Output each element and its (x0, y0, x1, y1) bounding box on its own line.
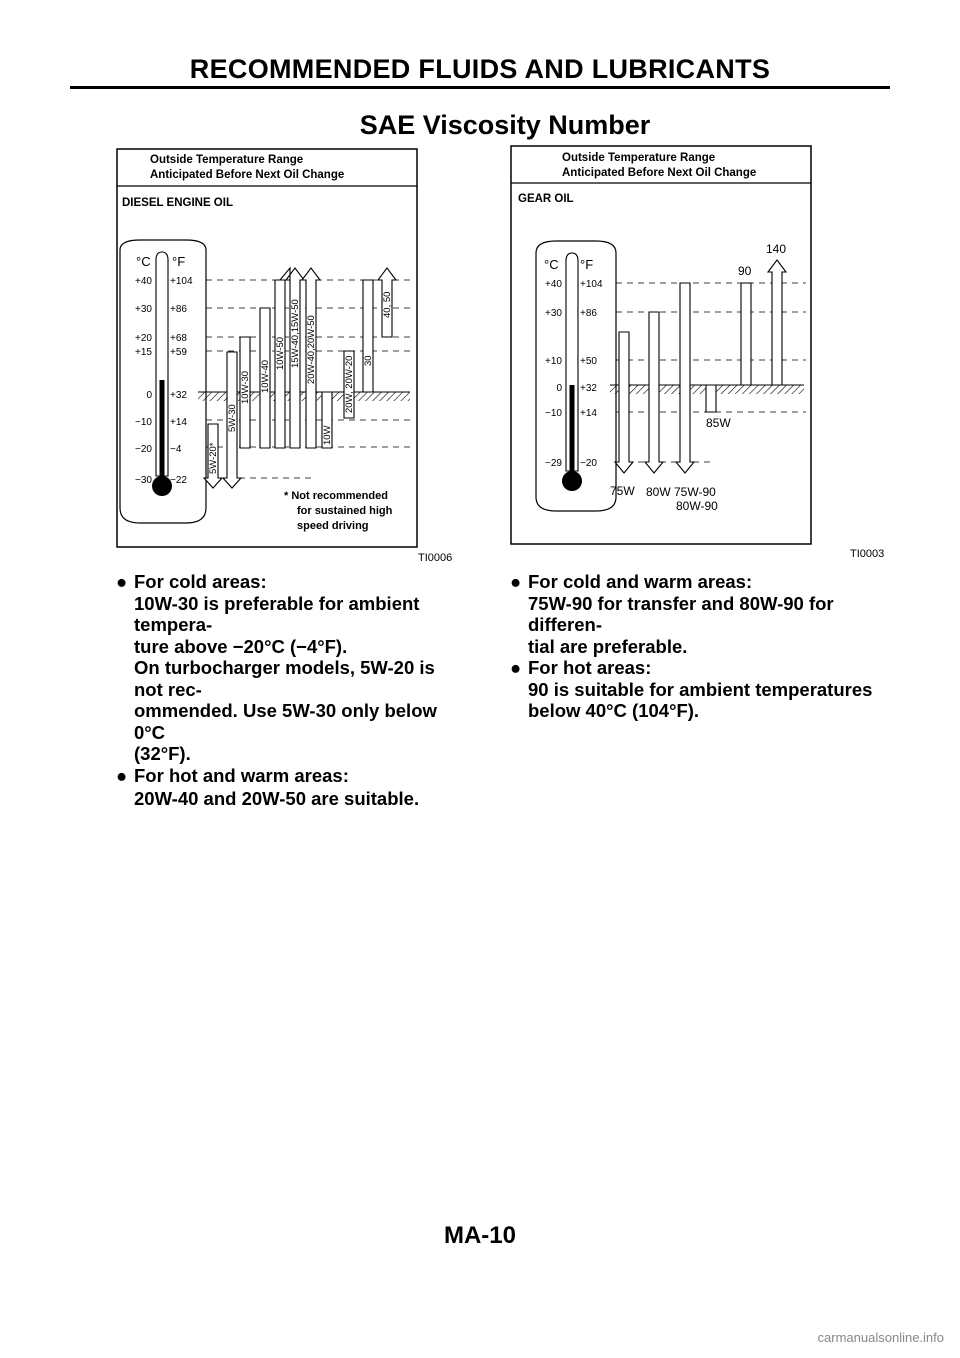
bullet-line: 75W-90 for transfer and 80W-90 for differen- (528, 592, 834, 635)
diesel-notes (116, 571, 466, 810)
page-number: MA-10 (443, 1222, 516, 1249)
gear-unit-f: °F (580, 257, 594, 272)
gear-f-tick: +14 (580, 408, 597, 419)
gear-f-tick: +50 (580, 356, 597, 367)
grade-label: 5W-30 (227, 404, 238, 432)
grade-label: 20W-40,20W-50 (306, 315, 317, 384)
diesel-c-tick: −10 (135, 417, 152, 428)
bullet-cold-warm-areas (510, 571, 890, 657)
grade-label: 5W-20* (208, 442, 219, 474)
grade-label: 40, 50 (382, 291, 393, 318)
gear-chart-title: GEAR OIL (518, 193, 574, 205)
gear-grade-label: 80W-90 (676, 499, 718, 513)
diesel-c-tick: +30 (135, 304, 152, 315)
diesel-f-tick: +86 (170, 304, 187, 315)
gear-oil-figure (510, 145, 812, 545)
gear-c-tick: 0 (556, 383, 562, 394)
diesel-range-line1: Outside Temperature Range (150, 154, 304, 166)
grade-85w-bar (706, 385, 716, 412)
gear-grade-label: 85W (706, 416, 731, 430)
diesel-f-tick: +59 (170, 347, 187, 358)
gear-grade-label: 75W (610, 484, 635, 498)
grade-label: 30 (363, 355, 374, 366)
bullet-line: 20W-40 and 20W-50 are suitable. (134, 788, 420, 809)
bullet-hot-areas (510, 657, 890, 722)
diesel-footnote-3: speed driving (297, 520, 369, 532)
gear-oil-chart (510, 145, 812, 545)
diesel-range-line2: Anticipated Before Next Oil Change (150, 169, 345, 181)
gear-figure-id: TI0003 (850, 548, 885, 560)
diesel-f-tick: −22 (170, 475, 187, 486)
grade-label: 10W (322, 425, 333, 445)
bullet-line: (32°F). (134, 743, 191, 764)
gear-grade-label: 140 (766, 242, 787, 256)
bullet-line: ommended. Use 5W-30 only below 0°C (134, 700, 437, 743)
bullet-heading: For cold and warm areas: (528, 571, 753, 592)
gear-c-tick: −10 (545, 408, 562, 419)
bullet-dot: ● (116, 571, 128, 592)
gear-c-tick: +10 (545, 356, 562, 367)
gear-c-tick: −29 (545, 458, 562, 469)
grade-label: 10W-40 (260, 359, 271, 393)
diesel-oil-figure (116, 148, 418, 548)
watermark: carmanualsonline.info (817, 1330, 944, 1345)
gear-unit-c: °C (544, 257, 559, 272)
diesel-c-tick: −20 (135, 444, 152, 455)
diesel-f-tick: +14 (170, 417, 187, 428)
bullet-heading: For hot and warm areas: (134, 764, 349, 786)
diesel-c-tick: 0 (146, 390, 152, 401)
gear-f-tick: +104 (580, 279, 603, 290)
diesel-unit-f: °F (172, 254, 186, 269)
header-rule (70, 86, 890, 89)
gear-c-tick: +30 (545, 308, 562, 319)
diesel-footnote-1: * Not recommended (284, 490, 388, 502)
diesel-chart-title: DIESEL ENGINE OIL (122, 197, 233, 209)
bullet-heading: For hot areas: (528, 657, 652, 678)
bullet-line: ture above −20°C (−4°F). (134, 635, 348, 657)
bullet-line: On turbocharger models, 5W-20 is not rec- (134, 657, 435, 700)
diesel-oil-chart (116, 148, 418, 548)
gear-c-tick: +40 (545, 279, 562, 290)
diesel-c-tick: +40 (135, 276, 152, 287)
gear-grade-label: 75W-90 (674, 485, 716, 499)
gear-f-tick: +86 (580, 308, 597, 319)
bullet-dot: ● (116, 764, 128, 786)
bullet-heading: For cold areas: (134, 571, 267, 592)
diesel-c-tick: +15 (135, 347, 152, 358)
diesel-footnote-2: for sustained high (297, 505, 393, 517)
gear-grade-label: 90 (738, 264, 752, 278)
grade-90-bar (741, 283, 751, 385)
section-title: SAE Viscosity Number (359, 110, 651, 140)
gear-grade-label: 80W (646, 485, 671, 499)
diesel-f-tick: −4 (170, 444, 182, 455)
grade-label: 10W-30 (240, 370, 251, 404)
diesel-unit-c: °C (136, 254, 151, 269)
bullet-line: 90 is suitable for ambient temperatures (528, 678, 873, 700)
bullet-line: below 40°C (104°F). (528, 700, 700, 721)
page-header: RECOMMENDED FLUIDS AND LUBRICANTS (189, 54, 771, 84)
diesel-f-tick: +104 (170, 276, 193, 287)
diesel-c-tick: −30 (135, 475, 152, 486)
gear-f-tick: −20 (580, 458, 597, 469)
diesel-figure-id: TI0006 (418, 552, 453, 564)
grade-label: 15W-40,15W-50 (290, 299, 301, 368)
gear-range-line2: Anticipated Before Next Oil Change (562, 167, 757, 179)
bullet-line: 10W-30 is preferable for ambient tempera- (134, 592, 420, 635)
bullet-line: tial are preferable. (528, 635, 688, 657)
bullet-cold-areas (116, 571, 466, 765)
bullet-hot-warm-areas (116, 765, 466, 810)
grade-30-bar (363, 280, 373, 392)
grade-label: 10W-50 (275, 336, 286, 370)
grade-label: 20W, 20W-20 (344, 355, 355, 413)
diesel-f-tick: +68 (170, 333, 187, 344)
gear-notes (510, 571, 890, 722)
bullet-dot: ● (510, 657, 522, 678)
gear-range-line1: Outside Temperature Range (562, 152, 716, 164)
diesel-f-tick: +32 (170, 390, 187, 401)
bullet-dot: ● (510, 571, 522, 592)
gear-f-tick: +32 (580, 383, 597, 394)
diesel-c-tick: +20 (135, 333, 152, 344)
